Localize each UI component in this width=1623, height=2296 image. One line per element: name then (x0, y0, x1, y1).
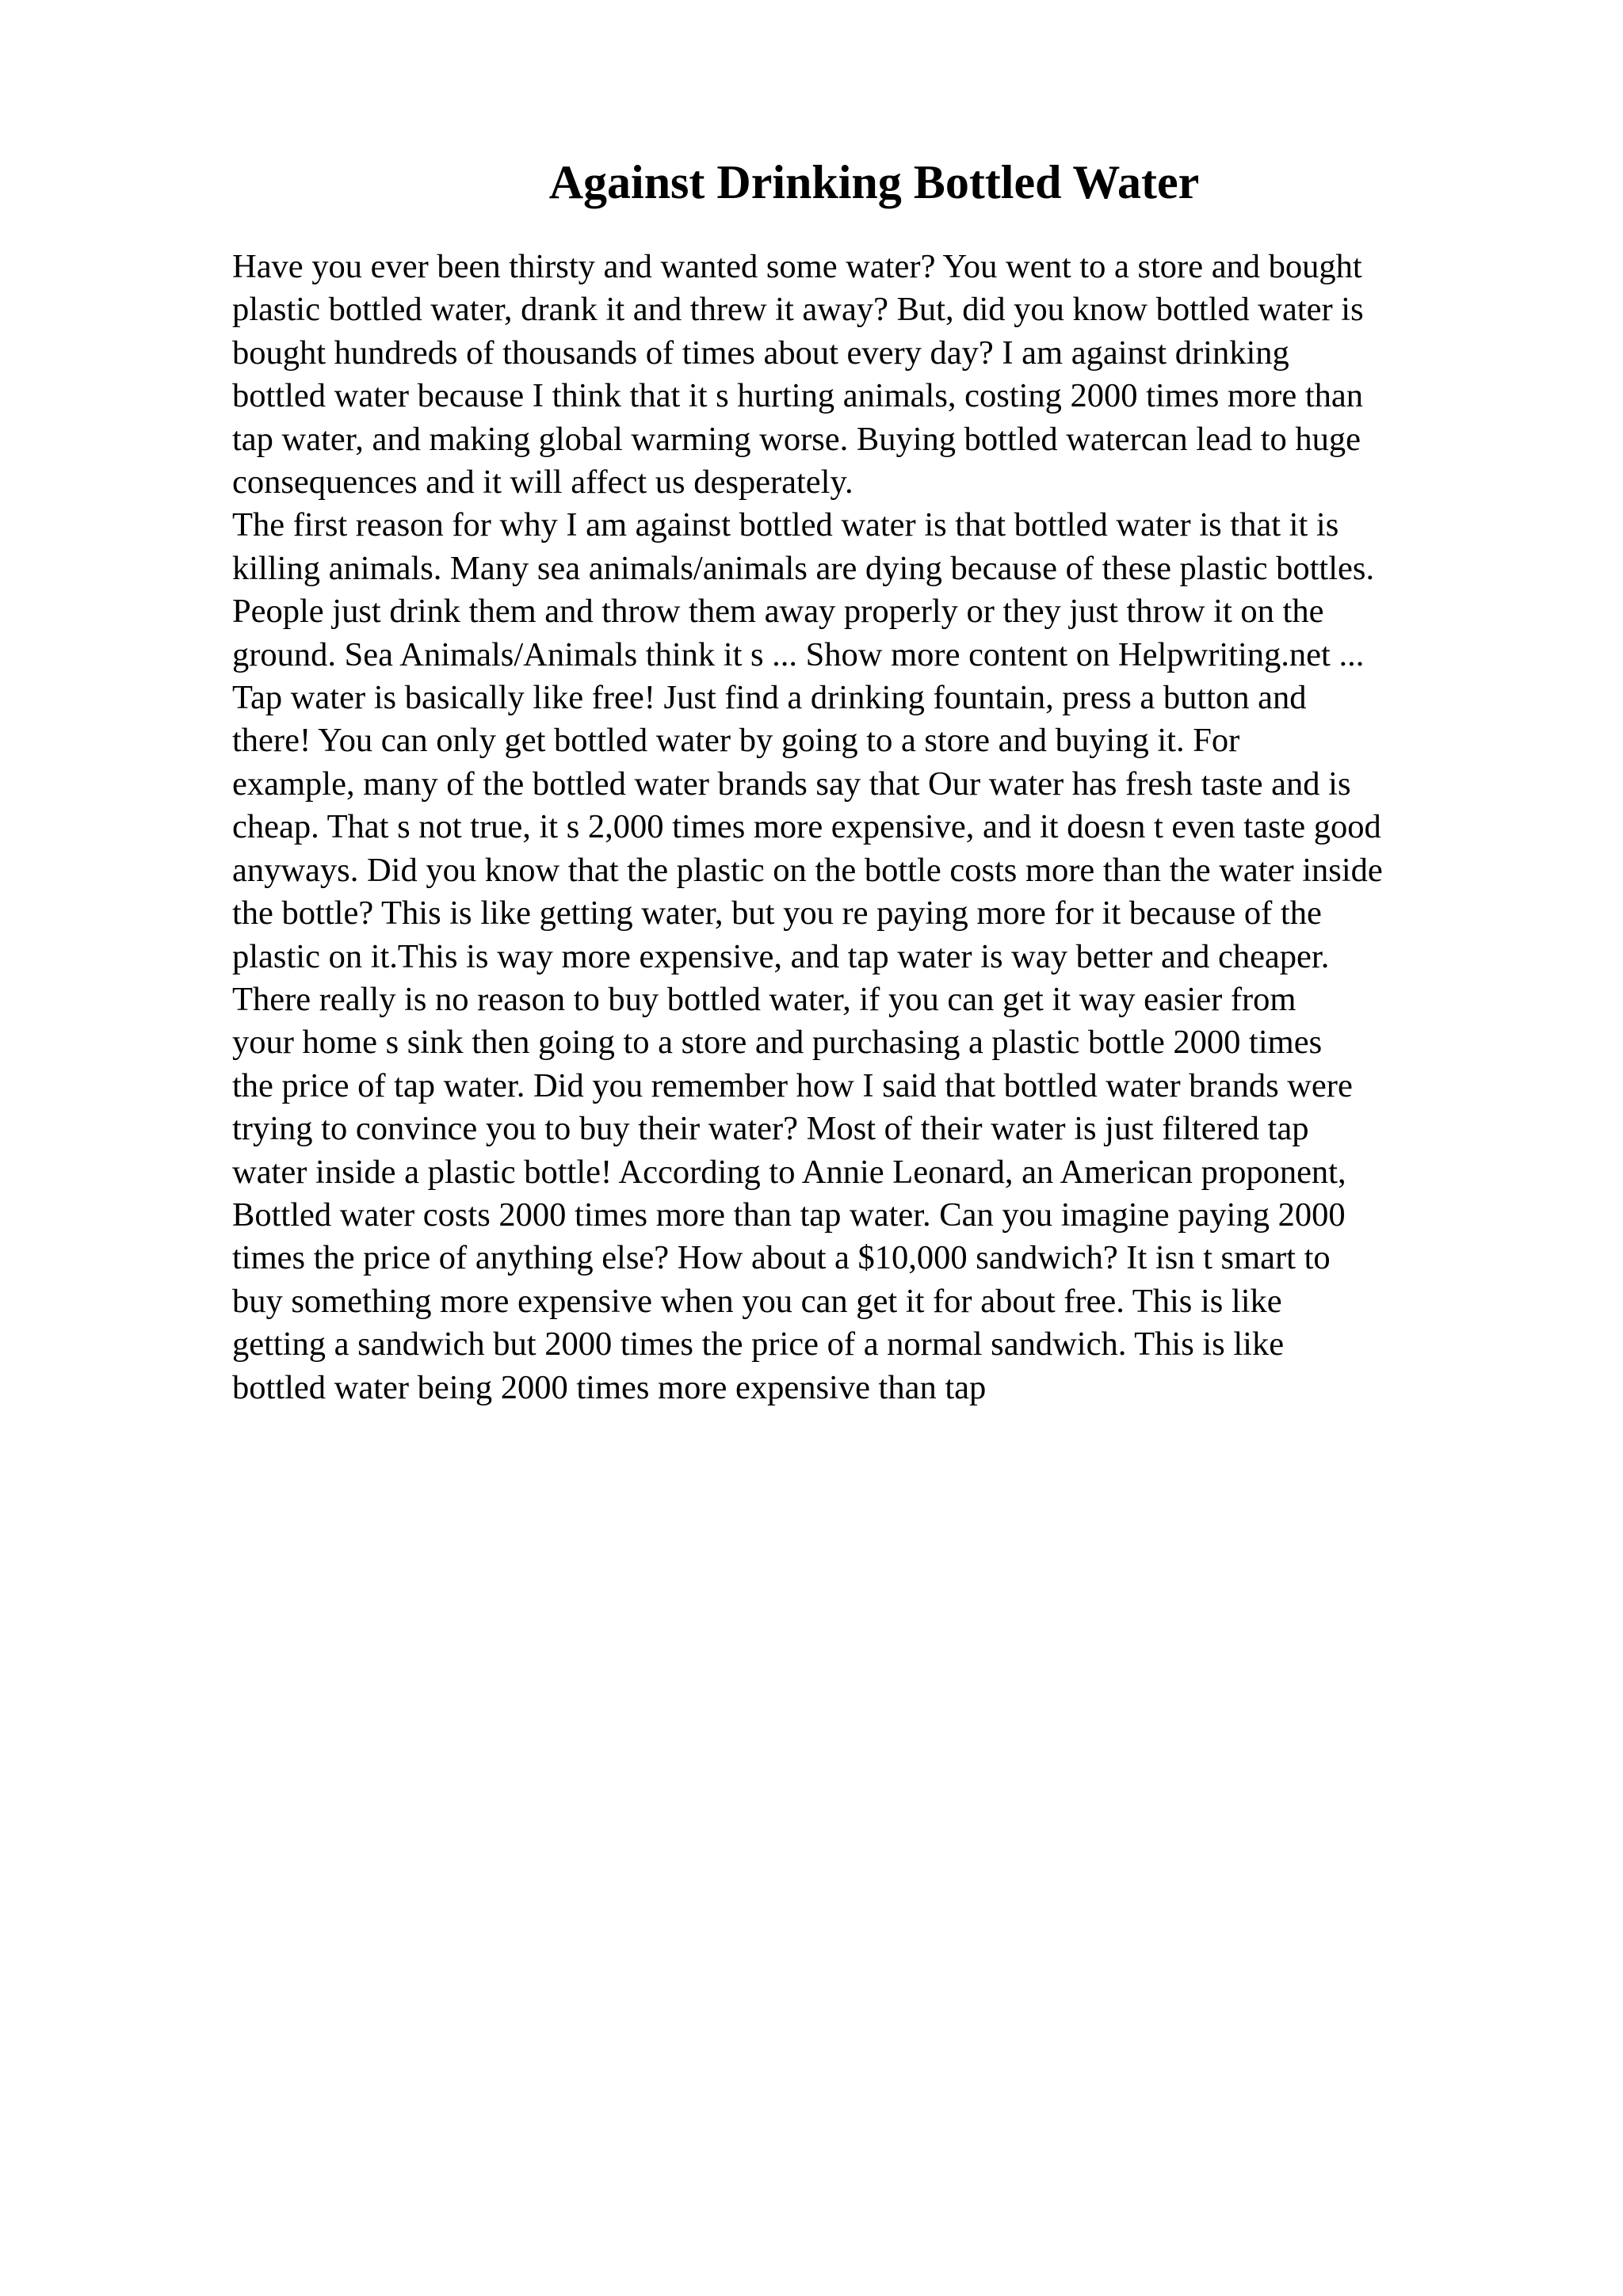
body-line: Have you ever been thirsty and wanted some water? You went to a store and bought (232, 248, 1362, 285)
body-line: plastic on it.This is way more expensive, and tap water is way better and cheaper. (232, 937, 1330, 975)
body-line: trying to convince you to buy their water? Most of their water is just filtered tap (232, 1110, 1309, 1148)
body-line: plastic bottled water, drank it and threw it away? But, did you know bottled water is (232, 291, 1364, 329)
body-line: People just drink them and throw them away properly or they just throw it on the (232, 593, 1324, 631)
body-line: cheap. That s not true, it s 2,000 times more expensive, and it doesn t even taste good (232, 808, 1381, 846)
body-line: bottled water being 2000 times more expensive than tap (232, 1368, 987, 1406)
body-line: getting a sandwich but 2000 times the price of a normal sandwich. This is like (232, 1325, 1285, 1363)
body-line: Tap water is basically like free! Just find a drinking fountain, press a button and (232, 679, 1307, 717)
body-line: anyways. Did you know that the plastic on the bottle costs more than the water inside (232, 851, 1383, 889)
body-line: killing animals. Many sea animals/animals are dying because of these plastic bottles. (232, 549, 1375, 587)
body-line: The first reason for why I am against bottled water is that bottled water is that it is (232, 506, 1339, 544)
body-line: times the price of anything else? How about a $10,000 sandwich? It isn t smart to (232, 1239, 1331, 1277)
body-line: ground. Sea Animals/Animals think it s ... Show more content on Helpwriting.net ... (232, 635, 1365, 673)
document-title: Against Drinking Bottled Water (548, 156, 1200, 208)
body-line: the bottle? This is like getting water, but you re paying more for it because of the (232, 894, 1322, 933)
body-line: there! You can only get bottled water by going to a store and buying it. For (232, 722, 1240, 760)
body-line: There really is no reason to buy bottled water, if you can get it way easier from (232, 980, 1296, 1018)
body-line: buy something more expensive when you can get it for about free. This is like (232, 1282, 1282, 1320)
body-line: Bottled water costs 2000 times more than tap water. Can you imagine paying 2000 (232, 1196, 1346, 1234)
body-line: tap water, and making global warming worse. Buying bottled watercan lead to huge (232, 420, 1361, 458)
document-body (232, 246, 1516, 1409)
body-line: bottled water because I think that it s hurting animals, costing 2000 times more than (232, 377, 1363, 415)
body-line: water inside a plastic bottle! According to Annie Leonard, an American proponent, (232, 1153, 1346, 1191)
body-line: your home s sink then going to a store and purchasing a plastic bottle 2000 times (232, 1024, 1323, 1062)
body-line: consequences and it will affect us desperately. (232, 463, 854, 502)
body-line: the price of tap water. Did you remember how I said that bottled water brands were (232, 1066, 1353, 1104)
body-line: bought hundreds of thousands of times about every day? I am against drinking (232, 334, 1289, 372)
body-line: example, many of the bottled water brands say that Our water has fresh taste and is (232, 765, 1351, 803)
